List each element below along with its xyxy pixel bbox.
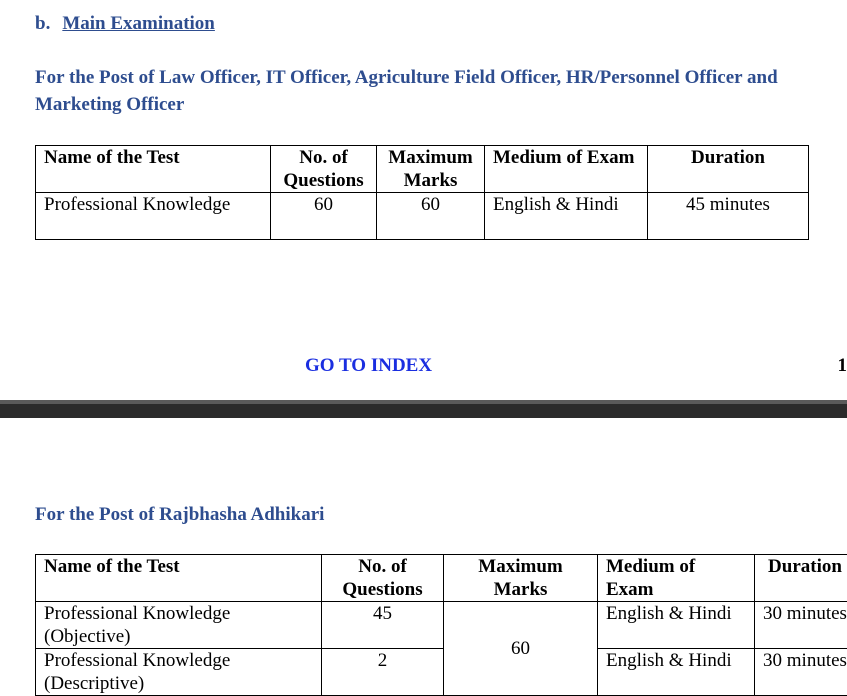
post-heading-2: For the Post of Rajbhasha Adhikari <box>35 501 735 528</box>
exam-table-2 <box>35 554 847 696</box>
header-medium-of-exam: Medium of Exam <box>598 555 755 602</box>
header-name-of-test: Name of the Test <box>36 555 322 602</box>
cell-medium: English & Hindi <box>598 602 755 649</box>
header-duration: Duration <box>755 555 847 602</box>
table-header-row <box>36 146 809 193</box>
header-name-of-test: Name of the Test <box>36 146 271 193</box>
post-heading-1: For the Post of Law Officer, IT Officer, Agriculture Field Officer, HR/Personnel Officer and Marketing Officer <box>35 64 847 118</box>
header-duration: Duration <box>648 146 809 193</box>
cell-test-name: Professional Knowledge (Objective) <box>36 602 322 649</box>
header-no-of-questions: No. of Questions <box>271 146 377 193</box>
section-marker: b. <box>35 13 50 34</box>
cell-medium: English & Hindi <box>598 649 755 696</box>
exam-table-1 <box>35 145 809 240</box>
cell-questions: 2 <box>322 649 444 696</box>
table-row <box>36 649 847 696</box>
page-separator <box>0 400 847 418</box>
header-maximum-marks: Maximum Marks <box>444 555 598 602</box>
header-medium-of-exam: Medium of Exam <box>485 146 648 193</box>
section-heading <box>35 13 215 35</box>
page-number: 1 <box>838 355 847 377</box>
cell-marks-merged: 60 <box>444 602 598 696</box>
cell-duration: 30 minutes <box>755 649 847 696</box>
cell-test-name: Professional Knowledge (Descriptive) <box>36 649 322 696</box>
table-header-row <box>36 555 847 602</box>
table-row <box>36 193 809 240</box>
cell-marks: 60 <box>377 193 485 240</box>
cell-duration: 30 minutes <box>755 602 847 649</box>
cell-questions: 45 <box>322 602 444 649</box>
cell-duration: 45 minutes <box>648 193 809 240</box>
go-to-index-link[interactable]: GO TO INDEX <box>305 355 432 377</box>
cell-test-name: Professional Knowledge <box>36 193 271 240</box>
cell-questions: 60 <box>271 193 377 240</box>
section-title: Main Examination <box>62 13 215 34</box>
header-maximum-marks: Maximum Marks <box>377 146 485 193</box>
document-page-2 <box>0 418 847 691</box>
header-no-of-questions: No. of Questions <box>322 555 444 602</box>
table-row <box>36 602 847 649</box>
cell-medium: English & Hindi <box>485 193 648 240</box>
